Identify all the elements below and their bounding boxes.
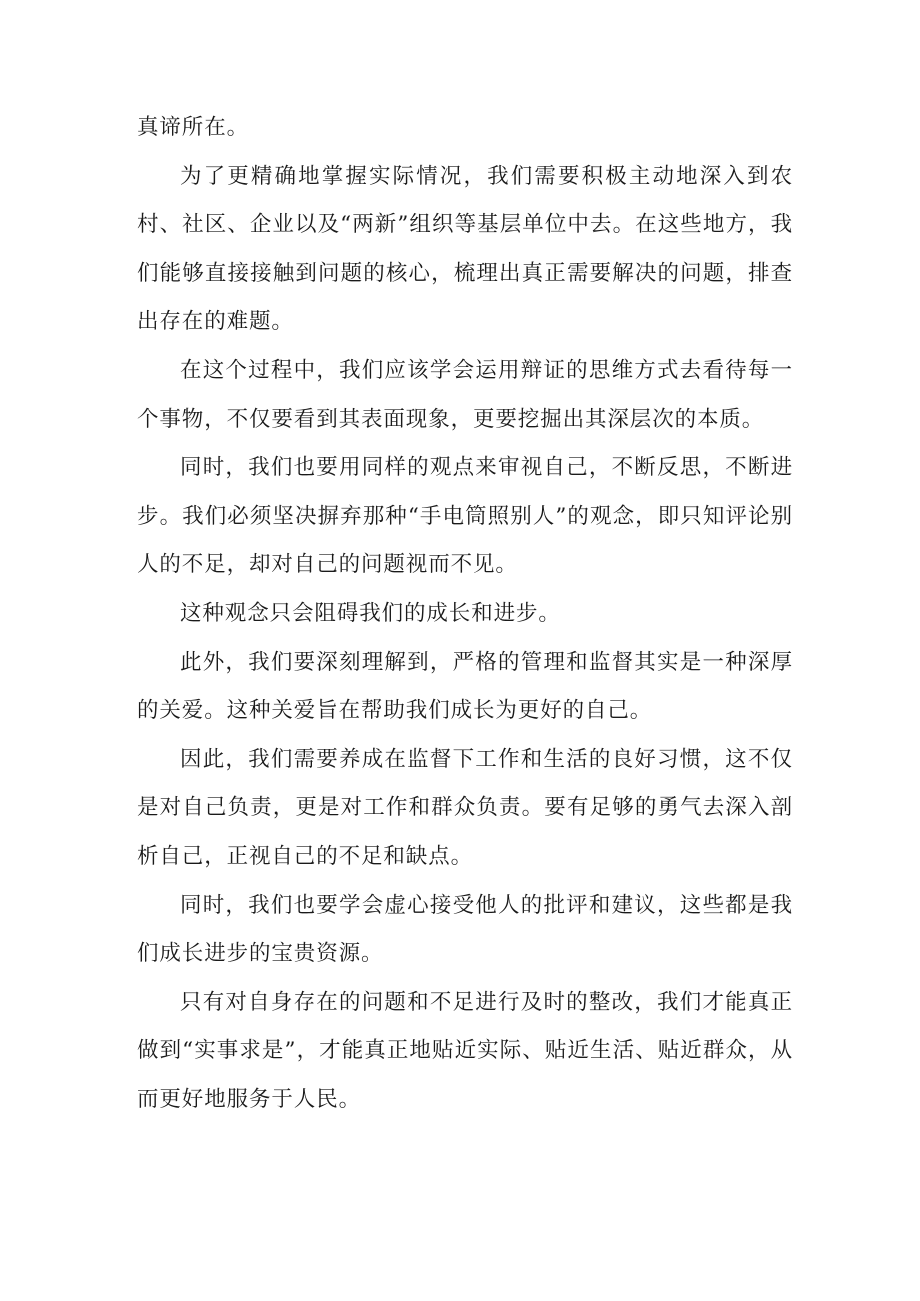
document-body xyxy=(137,104,793,1124)
paragraph-obstacle: 这种观念只会阻碍我们的成长和进步。 xyxy=(180,600,561,626)
paragraph-dialectical-thinking: 在这个过程中，我们应该学会运用辩证的思维方式去看待每一个事物，不仅要看到其表面现象，更要挖掘出其深层次的本质。 xyxy=(137,357,793,432)
paragraph-good-habits: 因此，我们需要养成在监督下工作和生活的良好习惯，这不仅是对自己负责，更是对工作和群众负责。要有足够的勇气去深入剖析自己，正视自己的不足和缺点。 xyxy=(137,746,793,869)
paragraph-accept-criticism: 同时，我们也要学会虚心接受他人的批评和建议，这些都是我们成长进步的宝贵资源。 xyxy=(137,892,793,967)
paragraph-rectification: 只有对自身存在的问题和不足进行及时的整改，我们才能真正做到“实事求是”，才能真正地贴近实际、贴近生活、贴近群众，从而更好地服务于人民。 xyxy=(137,989,793,1112)
paragraph-continuation: 真谛所在。 xyxy=(137,115,250,140)
paragraph-self-reflection: 同时，我们也要用同样的观点来审视自己，不断反思，不断进步。我们必须坚决摒弃那种“手电筒照别人”的观念，即只知评论别人的不足，却对自己的问题视而不见。 xyxy=(137,455,793,578)
paragraph-investigation: 为了更精确地掌握实际情况，我们需要积极主动地深入到农村、社区、企业以及“两新”组织等基层单位中去。在这些地方，我们能够直接接触到问题的核心，梳理出真正需要解决的问题，排查出存在的难题。 xyxy=(137,163,793,335)
paragraph-supervision-care: 此外，我们要深刻理解到，严格的管理和监督其实是一种深厚的关爱。这种关爱旨在帮助我们成长为更好的自己。 xyxy=(137,649,793,724)
